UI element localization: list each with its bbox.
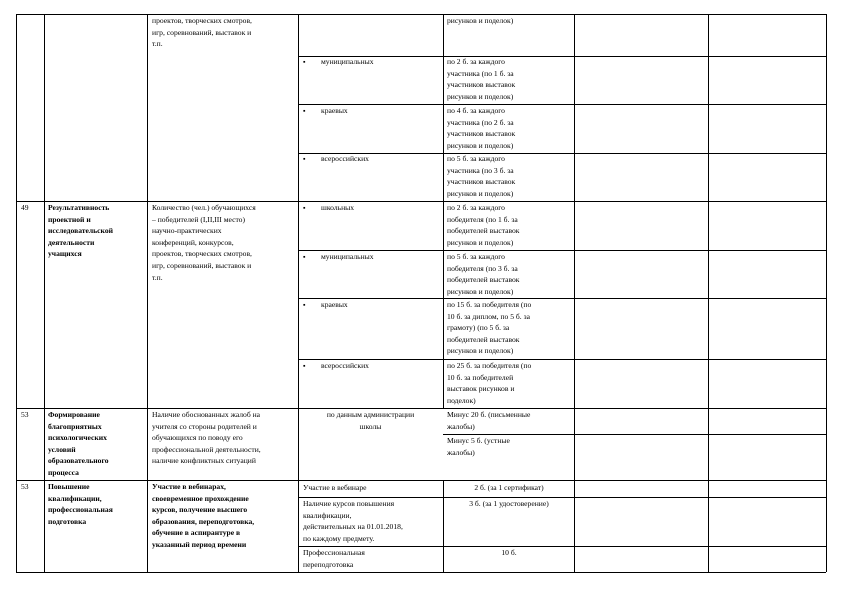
points-text: рисунков и поделок) — [447, 16, 514, 25]
level-label: муниципальных — [321, 57, 374, 66]
row-number: 53 — [21, 482, 29, 491]
bullet-icon: ▪ — [303, 107, 306, 115]
table-border-bottom — [16, 572, 826, 573]
points-text: 2 б. (за 1 сертификат) — [474, 483, 544, 492]
bullet-icon: ▪ — [303, 362, 306, 370]
row-line — [298, 56, 826, 57]
level-label: школьных — [321, 203, 355, 212]
col-divider-points — [574, 14, 575, 572]
row-number: 49 — [21, 203, 29, 212]
points-text: по 2 б. за каждого участника (по 1 б. за участников выставок рисунков и поделок) — [447, 57, 516, 101]
points-text: по 4 б. за каждого участника (по 2 б. за участников выставок рисунков и поделок) — [447, 106, 516, 150]
col-divider-num — [44, 14, 45, 572]
row-line — [298, 359, 826, 360]
indicator-text: Участие в вебинарах, своевременное прохождение курсов, получение высшего образования, переподготовка, обучение в аспирантуре в указанный период времени — [152, 482, 255, 549]
points-text: 10 б. — [501, 548, 517, 557]
criterion-text: Повышение квалификации, профессиональная подготовка — [48, 482, 113, 526]
row-line — [16, 480, 826, 481]
indicator-text: проектов, творческих смотров, игр, соревнований, выставок и т.п. — [152, 16, 252, 49]
row-number: 53 — [21, 410, 29, 419]
table-border-right — [826, 14, 827, 572]
col-divider-level — [443, 14, 444, 409]
points-text: по 5 б. за каждого победителя (по 3 б. за победителей выставок рисунков и поделок) — [447, 252, 520, 296]
indicator-text: Наличие обоснованных жалоб на учителя со стороны родителей и обучающихся по поводу его профессиональной деятельности, наличие конфликтных ситуаций — [152, 410, 261, 466]
row-line — [298, 153, 826, 154]
bullet-icon: ▪ — [303, 253, 306, 261]
bullet-icon: ▪ — [303, 204, 306, 212]
criterion-text: Результативность проектной и исследовательской деятельности учащихся — [48, 203, 113, 259]
points-text: по 2 б. за каждого победителя (по 1 б. за победителей выставок рисунков и поделок) — [447, 203, 520, 247]
item-label: Профессиональная переподготовка — [303, 548, 365, 569]
penalty-text: Минус 5 б. (устные жалобы) — [447, 436, 510, 457]
indicator-text: Количество (чел.) обучающихся – победителей (I,II,III место) научно-практических конференций, конкурсов, проектов, творческих смотров, игр, соревнований, выставок и т.п. — [152, 203, 256, 282]
col-divider-indicator — [298, 14, 299, 572]
source-text: по данным администрации школы — [326, 410, 415, 431]
level-label: краевых — [321, 106, 348, 115]
level-label: всероссийских — [321, 154, 369, 163]
row-line — [298, 298, 826, 299]
bullet-icon: ▪ — [303, 155, 306, 163]
table-border-left — [16, 14, 17, 572]
table-border-top — [16, 14, 826, 15]
col-divider-criterion — [147, 14, 148, 572]
bullet-icon: ▪ — [303, 58, 306, 66]
penalty-text: Минус 20 б. (письменные жалобы) — [447, 410, 531, 431]
row-line — [298, 104, 826, 105]
col-divider-extra — [708, 14, 709, 572]
item-label: Наличие курсов повышения квалификации, действительных на 01.01.2018, по каждому предмету. — [303, 499, 403, 543]
bullet-icon: ▪ — [303, 301, 306, 309]
level-label: муниципальных — [321, 252, 374, 261]
points-text: 3 б. (за 1 удостоверение) — [469, 499, 549, 508]
points-text: по 15 б. за победителя (по 10 б. за диплом, по 5 б. за грамоту) (по 5 б. за победителей выставок рисунков и поделок) — [447, 300, 532, 356]
level-label: краевых — [321, 300, 348, 309]
points-text: по 25 б. за победителя (по 10 б. за победителей выставок рисунков и поделок) — [447, 361, 532, 405]
row-line — [16, 201, 826, 202]
criterion-text: Формирование благоприятных психологических условий образовательного процесса — [48, 410, 109, 477]
item-label: Участие в вебинаре — [303, 483, 367, 492]
points-text: по 5 б. за каждого участника (по 3 б. за участников выставок рисунков и поделок) — [447, 154, 516, 198]
row-line — [298, 250, 826, 251]
level-label: всероссийских — [321, 361, 369, 370]
